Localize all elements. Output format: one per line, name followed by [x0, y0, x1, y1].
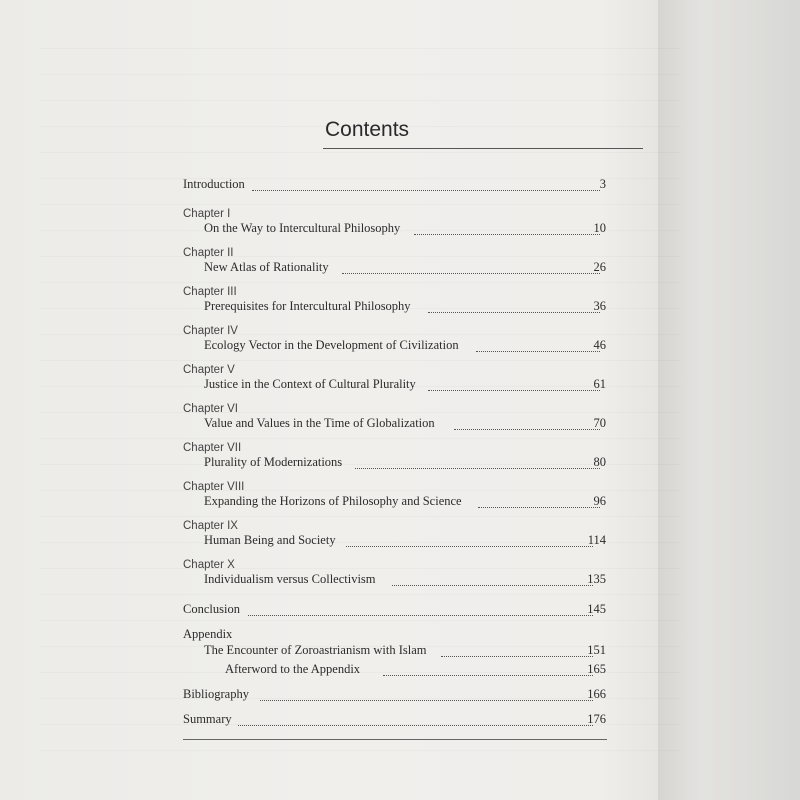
toc-entry-chapter-6	[0, 414, 800, 432]
toc-entry-chapter-3	[0, 297, 800, 315]
chapter-heading: Chapter V	[183, 364, 235, 376]
toc-page-number: 46	[593, 338, 606, 352]
dot-leader	[342, 272, 600, 274]
toc-entry-label: Afterword to the Appendix	[225, 662, 361, 676]
toc-entry-label: Bibliography	[183, 687, 249, 701]
toc-page-number: 151	[587, 643, 606, 657]
toc-entry-chapter-10	[0, 570, 800, 588]
toc-entry-chapter-9	[0, 531, 800, 549]
toc-page-number: 36	[593, 299, 606, 313]
toc-page-number: 80	[593, 455, 606, 469]
toc-page-number: 96	[593, 494, 606, 508]
bottom-rule	[183, 739, 607, 740]
toc-page-number: 145	[587, 602, 606, 616]
toc-entry-label: Prerequisites for Intercultural Philosophy	[204, 299, 411, 313]
toc-entry-label: Justice in the Context of Cultural Plurality	[204, 377, 416, 391]
toc-entry-chapter-2	[0, 258, 800, 276]
toc-page-number: 135	[587, 572, 606, 586]
toc-entry-label: Ecology Vector in the Development of Civilization	[204, 338, 459, 352]
toc-page-number: 114	[587, 533, 606, 547]
toc-page-number: 3	[599, 177, 606, 191]
toc-entry-conclusion	[0, 600, 800, 618]
dot-leader	[252, 189, 600, 191]
toc-entry-chapter-4	[0, 336, 800, 354]
dot-leader	[355, 467, 600, 469]
toc-page-number: 26	[593, 260, 606, 274]
appendix-heading: Appendix	[183, 627, 233, 641]
chapter-heading: Chapter I	[183, 208, 231, 220]
chapter-heading: Chapter X	[183, 559, 235, 571]
chapter-heading: Chapter III	[183, 286, 237, 298]
toc-entry-label: Introduction	[183, 177, 245, 191]
chapter-heading: Chapter IV	[183, 325, 238, 337]
toc-page-number: 166	[587, 687, 606, 701]
chapter-heading: Chapter IX	[183, 520, 238, 532]
contents-title: Contents	[325, 118, 410, 141]
dot-leader	[260, 699, 593, 701]
toc-entry-chapter-7	[0, 453, 800, 471]
dot-leader	[392, 584, 593, 586]
toc-entry-afterword	[0, 660, 800, 678]
toc-entry-introduction	[0, 175, 800, 193]
toc-page-number: 70	[593, 416, 606, 430]
dot-leader	[428, 311, 600, 313]
dot-leader	[248, 614, 593, 616]
dot-leader	[383, 674, 593, 676]
toc-entry-label: Plurality of Modernizations	[204, 455, 343, 469]
chapter-heading: Chapter II	[183, 247, 234, 259]
toc-entry-label: Conclusion	[183, 602, 240, 616]
dot-leader	[478, 506, 600, 508]
toc-entry-label: New Atlas of Rationality	[204, 260, 329, 274]
dot-leader	[414, 233, 600, 235]
toc-entry-summary	[0, 710, 800, 728]
toc-entry-label: The Encounter of Zoroastrianism with Islam	[204, 643, 427, 657]
chapter-heading: Chapter VIII	[183, 481, 245, 493]
toc-entry-chapter-5	[0, 375, 800, 393]
chapter-heading: Chapter VI	[183, 403, 238, 415]
toc-entry-label: Summary	[183, 712, 232, 726]
toc-entry-chapter-8	[0, 492, 800, 510]
dot-leader	[476, 350, 600, 352]
toc-entry-chapter-1	[0, 219, 800, 237]
toc-entry-label: Individualism versus Collectivism	[204, 572, 376, 586]
toc-entry-label: On the Way to Intercultural Philosophy	[204, 221, 401, 235]
dot-leader	[238, 724, 593, 726]
toc-page-number: 176	[587, 712, 606, 726]
dot-leader	[428, 389, 600, 391]
toc-page-number: 165	[587, 662, 606, 676]
toc-entry-appendix	[0, 641, 800, 659]
dot-leader	[346, 545, 593, 547]
toc-entry-label: Value and Values in the Time of Globalization	[204, 416, 435, 430]
dot-leader	[441, 655, 593, 657]
toc-page-number: 10	[593, 221, 606, 235]
chapter-heading: Chapter VII	[183, 442, 242, 454]
toc-page-number: 61	[593, 377, 606, 391]
toc-entry-bibliography	[0, 685, 800, 703]
dot-leader	[454, 428, 600, 430]
toc-entry-label: Human Being and Society	[204, 533, 336, 547]
toc-entry-label: Expanding the Horizons of Philosophy and Science	[204, 494, 462, 508]
